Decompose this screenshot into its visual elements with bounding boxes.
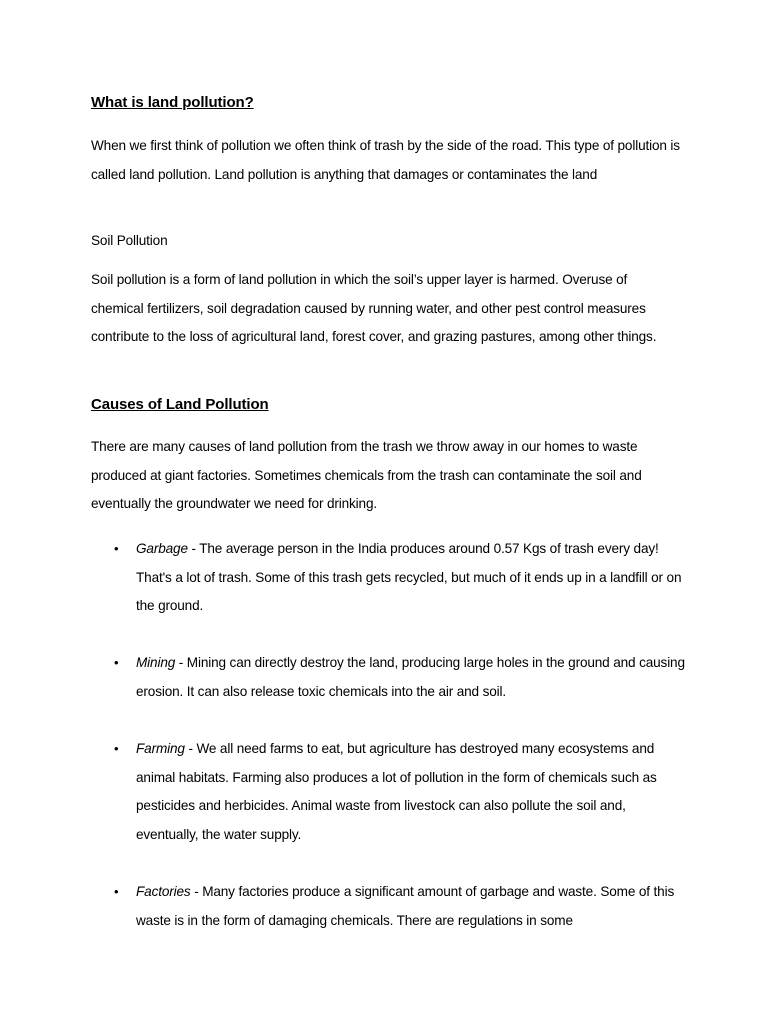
list-item-text (136, 878, 686, 935)
list-item-text (136, 535, 686, 621)
bullet-icon: • (114, 655, 119, 670)
cause-description: - We all need farms to eat, but agriculture has destroyed many ecosystems and animal habitats. Farming also produces a lot of pollution in the form of chemicals such as pesticides and herbicides. Animal waste from livestock can also pollute the soil and, eventually, the water supply. (136, 741, 657, 842)
bullet-icon: • (114, 884, 119, 899)
list-item-text (136, 649, 686, 706)
section-heading-what-is-land-pollution: What is land pollution? (91, 94, 254, 111)
cause-description: - Many factories produce a significant amount of garbage and waste. Some of this waste is in the form of damaging chemicals. There are regulations in some (136, 884, 675, 928)
cause-term: Factories (136, 884, 191, 899)
cause-term: Mining (136, 655, 176, 670)
bullet-icon: • (114, 741, 119, 756)
cause-description: - Mining can directly destroy the land, producing large holes in the ground and causing erosion. It can also release toxic chemicals into the air and soil. (136, 655, 685, 699)
intro-paragraph: When we first think of pollution we often think of trash by the side of the road. This type of pollution is called land pollution. Land pollution is anything that damages or contaminates the land (91, 138, 680, 182)
soil-pollution-subheading: Soil Pollution (91, 233, 168, 248)
bullet-icon: • (114, 541, 119, 556)
section-heading-causes: Causes of Land Pollution (91, 396, 269, 413)
causes-intro-paragraph: There are many causes of land pollution from the trash we throw away in our homes to waste produced at giant factories. Sometimes chemicals from the trash can contaminate the soil and eventually the groundwater we need for drinking. (91, 439, 642, 512)
soil-pollution-paragraph: Soil pollution is a form of land pollution in which the soil’s upper layer is harmed. Overuse of chemical fertilizers, soil degradation caused by running water, and other pest control measures contribute to the loss of agricultural land, forest cover, and grazing pastures, among other things. (91, 272, 657, 345)
cause-term: Farming (136, 741, 185, 756)
cause-term: Garbage (136, 541, 188, 556)
cause-description: - The average person in the India produces around 0.57 Kgs of trash every day! That's a lot of trash. Some of this trash gets recycled, but much of it ends up in a landfill or on the ground. (136, 541, 682, 614)
list-item-text (136, 735, 686, 849)
